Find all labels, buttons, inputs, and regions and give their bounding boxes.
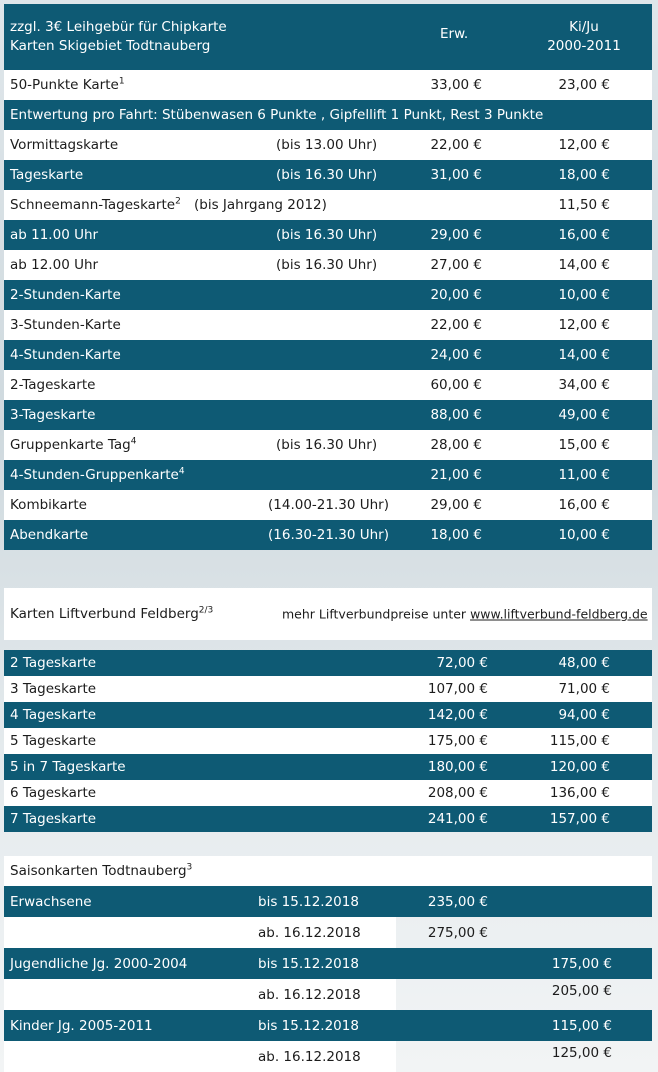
price-adult: 21,00 €: [430, 467, 482, 483]
table-row: [4, 220, 652, 250]
row-label-text: Kombikarte: [10, 497, 87, 513]
price-child: 48,00 €: [558, 655, 610, 671]
row-label: [10, 107, 543, 123]
row-date: ab. 16.12.2018: [258, 1048, 361, 1065]
row-label-text: Gruppenkarte Tag: [10, 437, 131, 453]
more-prices-text: mehr Liftverbundpreise unter: [282, 606, 471, 622]
price-adult: 24,00 €: [430, 347, 482, 363]
table-row: [4, 490, 652, 520]
price-adult: 33,00 €: [430, 77, 482, 93]
section-title: [10, 863, 192, 879]
price-child: 16,00 €: [558, 497, 610, 513]
header-col-kiju-label: Ki/Ju: [569, 19, 599, 35]
table-row: [4, 1041, 612, 1072]
row-label-text: ab 12.00 Uhr: [10, 257, 99, 273]
price-child: 14,00 €: [558, 257, 610, 273]
row-date: bis 15.12.2018: [258, 1017, 359, 1034]
price-adult: 20,00 €: [430, 287, 482, 303]
row-time-note: (bis 13.00 Uhr): [276, 137, 378, 153]
row-label-text: 4-Stunden-Karte: [10, 347, 121, 363]
price-adult: 28,00 €: [430, 437, 482, 453]
price-child: 34,00 €: [558, 377, 610, 393]
price-adult: 241,00 €: [427, 811, 488, 827]
table-row: [4, 100, 652, 130]
price-adult: 142,00 €: [427, 707, 488, 723]
table-row: [4, 728, 652, 754]
table-row: [4, 1010, 652, 1041]
row-label: [10, 377, 95, 393]
price-adult: 31,00 €: [430, 167, 482, 183]
table-row: [4, 780, 652, 806]
row-label: [10, 317, 121, 333]
price-child: 11,50 €: [558, 197, 610, 213]
row-label: [10, 1018, 153, 1034]
table-row: [4, 70, 652, 100]
price-adult: 60,00 €: [430, 377, 482, 393]
table-header: [4, 4, 652, 70]
table-row: [4, 280, 652, 310]
row-label: [10, 257, 98, 273]
header-col-erw: Erw.: [440, 26, 469, 42]
more-prices-note: [282, 607, 648, 622]
row-time-note: (bis 16.30 Uhr): [276, 227, 378, 243]
price-child: 16,00 €: [558, 227, 610, 243]
price-adult: 22,00 €: [430, 317, 482, 333]
row-time-note: (bis 16.30 Uhr): [276, 167, 378, 183]
price-adult: 18,00 €: [430, 527, 482, 543]
section-title: [10, 606, 213, 622]
table-row: [4, 650, 652, 676]
price-child: 115,00 €: [551, 1017, 612, 1034]
row-label-text: ab 11.00 Uhr: [10, 227, 99, 243]
price-child: 157,00 €: [549, 811, 610, 827]
row-label-text: 2 Tageskarte: [10, 655, 97, 671]
table-row: [4, 948, 652, 979]
table-row: [4, 340, 652, 370]
price-child: 125,00 €: [551, 1045, 612, 1062]
header-fee-note: zzgl. 3€ Leihgebür für Chipkarte: [10, 19, 227, 35]
footnote-marker: 2: [175, 196, 181, 207]
row-label-text: 2-Stunden-Karte: [10, 287, 121, 303]
row-label-text: Jugendliche Jg. 2000-2004: [10, 955, 188, 972]
row-label-text: Tageskarte: [10, 167, 84, 183]
row-date: bis 15.12.2018: [258, 955, 359, 972]
section-title-sup: 3: [186, 862, 193, 873]
row-label: [10, 227, 98, 243]
price-adult: 88,00 €: [430, 407, 482, 423]
header-col-kiju-years: 2000-2011: [547, 38, 621, 54]
row-time-note: (bis 16.30 Uhr): [276, 257, 378, 273]
table-row: [4, 917, 488, 948]
row-label-text: 3-Tageskarte: [10, 407, 96, 423]
table-row: [4, 370, 652, 400]
table-row: [4, 430, 652, 460]
table-row: [4, 806, 652, 832]
row-label: [10, 467, 185, 483]
row-label: [10, 167, 83, 183]
row-label: [10, 681, 96, 697]
row-label-text: 2-Tageskarte: [10, 377, 96, 393]
table-row: [4, 400, 652, 430]
table-row: [4, 310, 652, 340]
price-adult: 175,00 €: [427, 733, 488, 749]
price-adult: 107,00 €: [427, 681, 488, 697]
price-adult: 29,00 €: [430, 497, 482, 513]
header-title: [10, 18, 227, 56]
row-label: [10, 527, 88, 543]
price-child: 11,00 €: [558, 467, 610, 483]
price-child: 10,00 €: [558, 287, 610, 303]
row-time-note: (bis 16.30 Uhr): [276, 437, 378, 453]
section-title-row: [4, 856, 652, 886]
price-adult: 180,00 €: [427, 759, 488, 775]
row-label: [10, 437, 136, 453]
table-skigebiet-todtnauberg: [4, 4, 652, 550]
header-section-title: Karten Skigebiet Todtnauberg: [10, 38, 211, 54]
row-time-note: (bis Jahrgang 2012): [194, 197, 327, 213]
price-child: 18,00 €: [558, 167, 610, 183]
row-label: [10, 707, 96, 723]
row-label-text: 6 Tageskarte: [10, 785, 97, 801]
row-label: [10, 77, 125, 93]
price-child: 14,00 €: [558, 347, 610, 363]
price-child: 12,00 €: [558, 137, 610, 153]
row-label: [10, 894, 92, 910]
section-title-text: Karten Liftverbund Feldberg: [10, 606, 199, 622]
price-adult: 208,00 €: [427, 785, 488, 801]
section-title-sup: 2/3: [198, 605, 214, 616]
row-label-text: Kinder Jg. 2005-2011: [10, 1017, 153, 1034]
section-title-row: [4, 588, 652, 640]
price-child: 23,00 €: [558, 77, 610, 93]
row-label: [10, 347, 121, 363]
row-label-text: 7 Tageskarte: [10, 811, 97, 827]
price-child: 71,00 €: [558, 681, 610, 697]
row-label: [10, 197, 181, 213]
row-label-text: 50-Punkte Karte: [10, 77, 119, 93]
row-label-text: 3-Stunden-Karte: [10, 317, 121, 333]
header-col-kiju: [544, 18, 624, 56]
price-child: 15,00 €: [558, 437, 610, 453]
price-child: 136,00 €: [549, 785, 610, 801]
row-label: [10, 407, 95, 423]
spacer: [4, 640, 652, 650]
price-child: 94,00 €: [558, 707, 610, 723]
row-label-text: Erwachsene: [10, 893, 92, 910]
row-label-text: Entwertung pro Fahrt: Stübenwasen 6 Punkte , Gipfellift 1 Punkt, Rest 3 Punkte: [10, 107, 544, 123]
row-label: [10, 655, 96, 671]
table-saisonkarten: [4, 856, 652, 1072]
row-label-text: Schneemann-Tageskarte: [10, 197, 176, 213]
row-label-text: 4-Stunden-Gruppenkarte: [10, 467, 179, 483]
table-row: [4, 886, 652, 917]
row-label-text: Vormittagskarte: [10, 137, 119, 153]
row-label-text: 5 in 7 Tageskarte: [10, 759, 126, 775]
price-child: 12,00 €: [558, 317, 610, 333]
row-date: bis 15.12.2018: [258, 893, 359, 910]
table-row: [4, 190, 652, 220]
table-row: [4, 460, 652, 490]
row-label: [10, 956, 187, 972]
row-time-note: (14.00-21.30 Uhr): [268, 497, 389, 513]
table-liftverbund-feldberg: [4, 588, 652, 832]
table-row: [4, 754, 652, 780]
price-child: 175,00 €: [551, 955, 612, 972]
price-child: 115,00 €: [549, 733, 610, 749]
footnote-marker: 1: [118, 76, 125, 87]
row-label-text: Abendkarte: [10, 527, 89, 543]
row-label: [10, 811, 96, 827]
table-row: [4, 160, 652, 190]
table-row: [4, 250, 652, 280]
price-adult: 275,00 €: [427, 924, 488, 941]
price-adult: 22,00 €: [430, 137, 482, 153]
price-adult: 72,00 €: [436, 655, 488, 671]
table-row: [4, 702, 652, 728]
row-label: [10, 785, 96, 801]
row-label: [10, 733, 96, 749]
price-child: 205,00 €: [551, 983, 612, 1000]
section-title-text: Saisonkarten Todtnauberg: [10, 863, 187, 879]
row-label-text: 3 Tageskarte: [10, 681, 97, 697]
row-label: [10, 759, 126, 775]
footnote-marker: 4: [178, 466, 185, 477]
row-label-text: 5 Tageskarte: [10, 733, 97, 749]
row-label: [10, 137, 118, 153]
row-label: [10, 287, 121, 303]
table-row: [4, 979, 612, 1010]
price-child: 10,00 €: [558, 527, 610, 543]
table-row: [4, 130, 652, 160]
row-date: ab. 16.12.2018: [258, 924, 361, 941]
price-adult: 27,00 €: [430, 257, 482, 273]
row-label: [10, 497, 87, 513]
price-adult: 29,00 €: [430, 227, 482, 243]
row-date: ab. 16.12.2018: [258, 986, 361, 1003]
table-row: [4, 520, 652, 550]
price-child: 49,00 €: [558, 407, 610, 423]
price-adult: 235,00 €: [427, 893, 488, 910]
footnote-marker: 4: [130, 436, 137, 447]
row-label-text: 4 Tageskarte: [10, 707, 97, 723]
table-row: [4, 676, 652, 702]
liftverbund-link[interactable]: www.liftverbund-feldberg.de: [470, 606, 648, 622]
row-time-note: (16.30-21.30 Uhr): [268, 527, 389, 543]
price-child: 120,00 €: [549, 759, 610, 775]
